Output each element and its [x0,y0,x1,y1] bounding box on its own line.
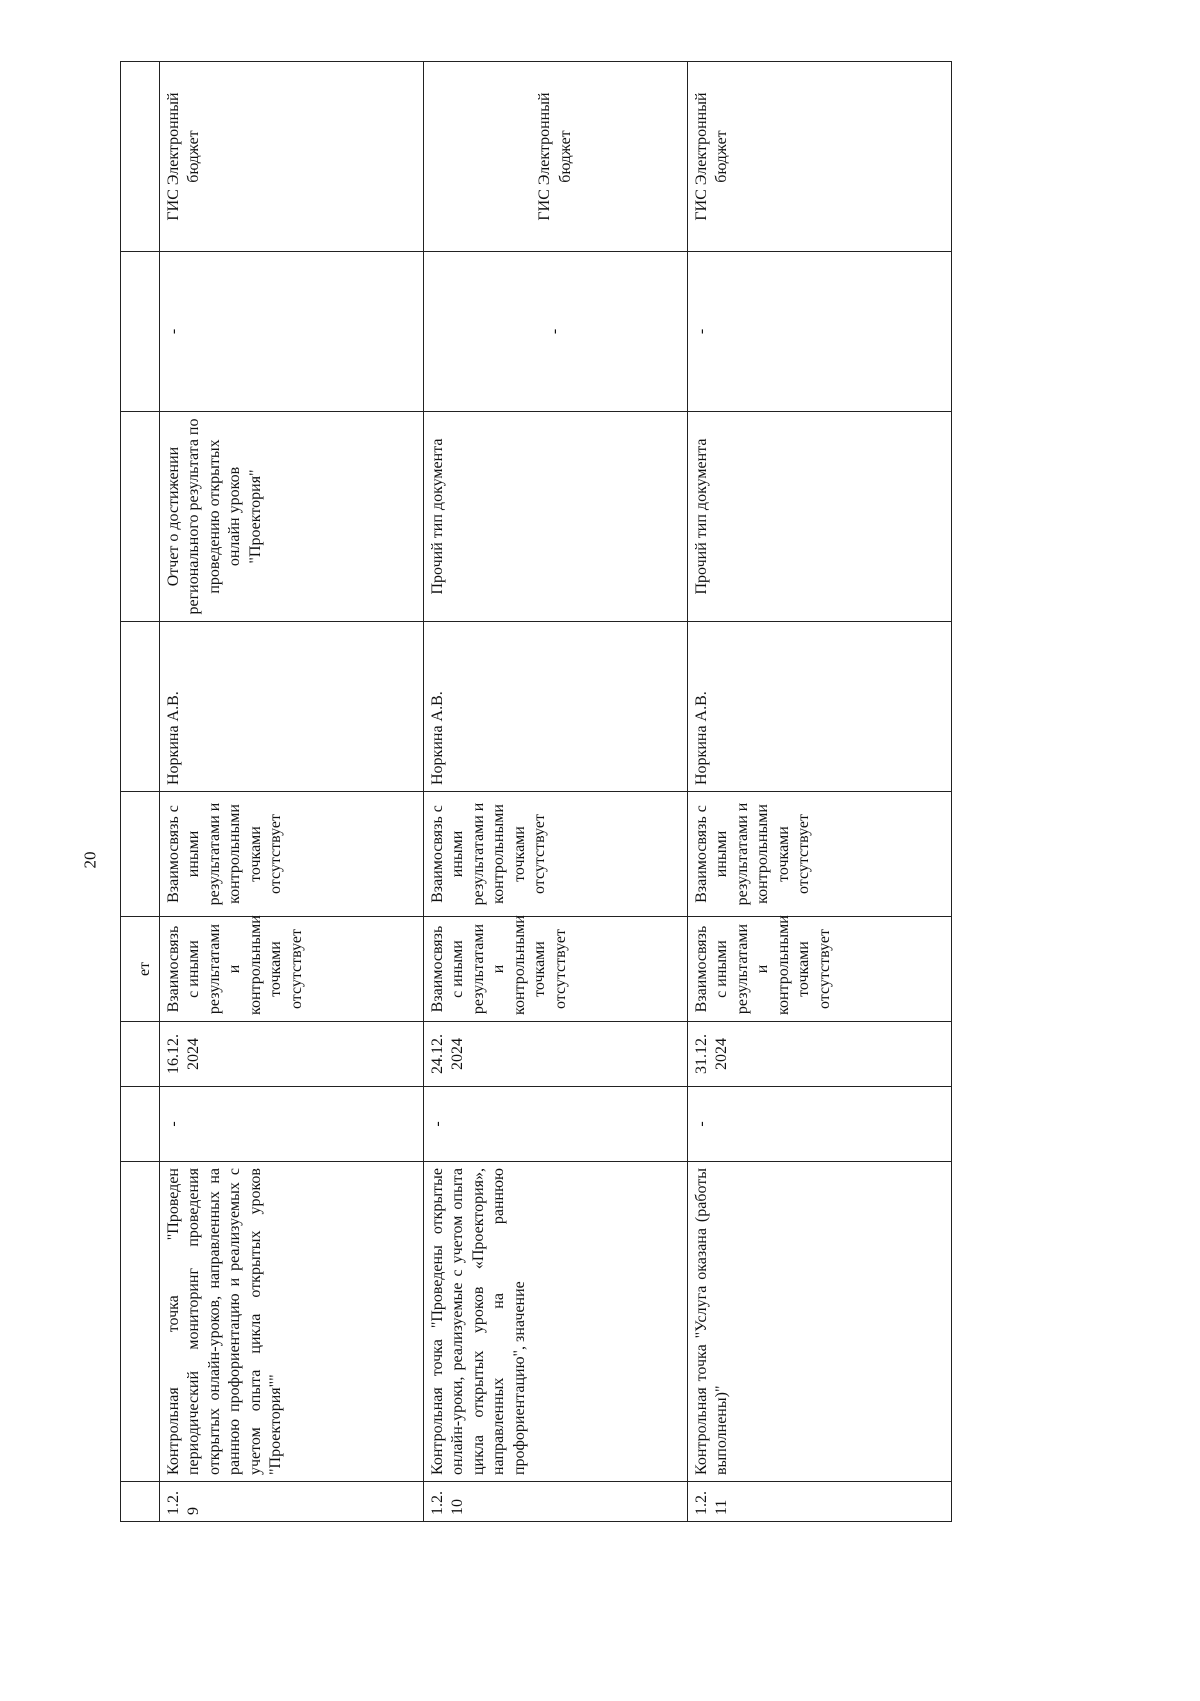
header-cell [121,792,160,917]
predecessor-link: Взаимосвязь с иными результатами и контрольными точками отсутствует [424,917,688,1022]
control-point-name: Контрольная точка "Проведен периодический мониторинг проведения открытых онлайн-уроков, направленных на раннюю профориентацию и реализуемых с учетом опыта цикла открытых уроков "Проектория"" [160,1162,424,1482]
document-type: Прочий тип документа [688,412,952,622]
header-cell [121,1482,160,1522]
header-cell [121,412,160,622]
start-date: - [688,1087,952,1162]
successor-link: Взаимосвязь с иными результатами и контрольными точками отсутствует [424,792,688,917]
successor-link: Взаимосвязь с иными результатами и контрольными точками отсутствует [160,792,424,917]
document-type: Прочий тип документа [424,412,688,622]
end-date: 16.12. 2024 [160,1022,424,1087]
start-date: - [160,1087,424,1162]
predecessor-link: Взаимосвязь с иными результатами и контрольными точками отсутствует [160,917,424,1022]
start-date: - [424,1087,688,1162]
table-row [688,62,952,1522]
responsible-person: Норкина А.В. [424,622,688,792]
control-points-table [120,61,952,1522]
end-date: 31.12. 2024 [688,1022,952,1087]
dash-cell: - [424,252,688,412]
information-system: ГИС Электронный бюджет [688,62,952,252]
document-type: Отчет о достижении регионального результата по проведению открытых онлайн уроков "Проектория" [160,412,424,622]
row-number: 1.2. 9 [160,1482,424,1522]
page-number: 20 [80,851,100,869]
responsible-person: Норкина А.В. [160,622,424,792]
header-cell [121,1022,160,1087]
end-date: 24.12. 2024 [424,1022,688,1087]
table-row [424,62,688,1522]
row-number: 1.2. 10 [424,1482,688,1522]
successor-link: Взаимосвязь с иными результатами и контрольными точками отсутствует [688,792,952,917]
header-cell [121,1087,160,1162]
control-point-name: Контрольная точка "Проведены открытые онлайн-уроки, реализуемые с учетом опыта цикла открытых уроков «Проектория», направленных на раннюю профориентацию", значение [424,1162,688,1482]
predecessor-link: Взаимосвязь с иными результатами и контрольными точками отсутствует [688,917,952,1022]
dash-cell: - [160,252,424,412]
row-number: 1.2. 11 [688,1482,952,1522]
header-cell: ет [121,917,160,1022]
dash-cell: - [688,252,952,412]
table-row [160,62,424,1522]
header-cell [121,252,160,412]
control-point-name: Контрольная точка "Услуга оказана (работы выполнены)" [688,1162,952,1482]
responsible-person: Норкина А.В. [688,622,952,792]
header-cell [121,62,160,252]
header-cell [121,622,160,792]
header-cell [121,1162,160,1482]
information-system: ГИС Электронный бюджет [160,62,424,252]
information-system: ГИС Электронный бюджет [424,62,688,252]
rotated-table-sheet [120,62,990,1522]
table-header-row [121,62,160,1522]
